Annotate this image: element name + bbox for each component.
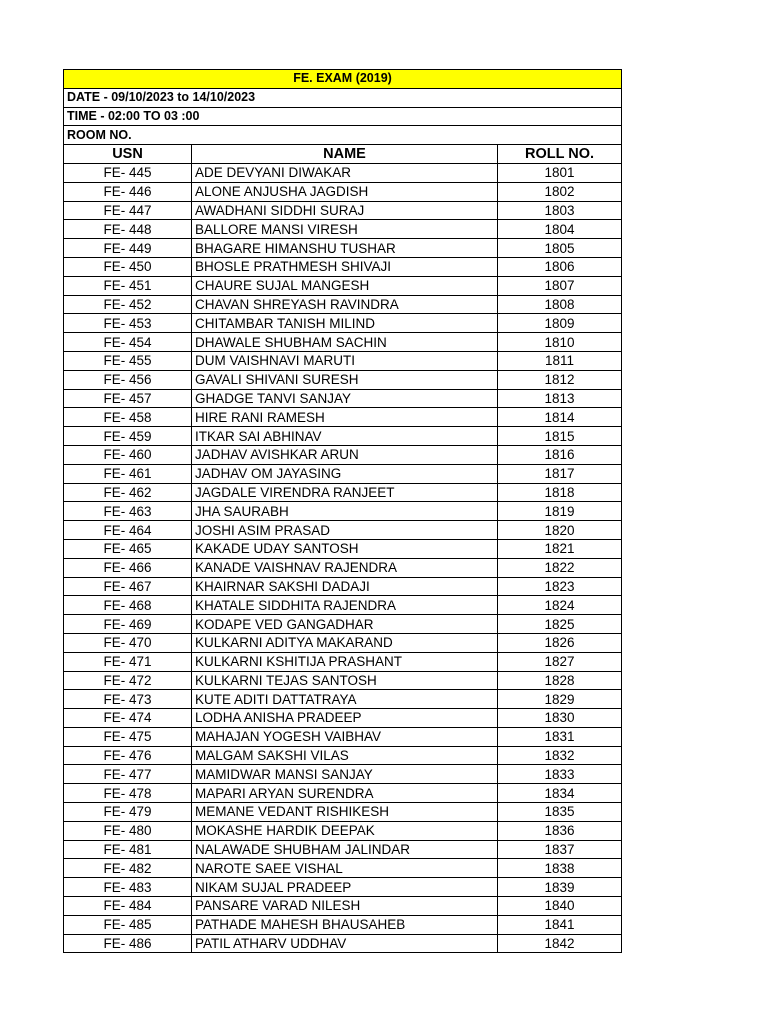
name-cell: NIKAM SUJAL PRADEEP bbox=[192, 878, 498, 897]
roll-number-cell: 1805 bbox=[498, 239, 622, 258]
roll-number-cell: 1812 bbox=[498, 370, 622, 389]
roll-number-cell: 1826 bbox=[498, 633, 622, 652]
name-cell: PANSARE VARAD NILESH bbox=[192, 897, 498, 916]
roll-number-cell: 1821 bbox=[498, 539, 622, 558]
roll-number-cell: 1818 bbox=[498, 483, 622, 502]
roll-number-cell: 1814 bbox=[498, 408, 622, 427]
table-row bbox=[64, 934, 622, 953]
usn-cell: FE- 472 bbox=[64, 671, 192, 690]
name-cell: KODAPE VED GANGADHAR bbox=[192, 615, 498, 634]
roll-number-cell: 1838 bbox=[498, 859, 622, 878]
room-row bbox=[64, 126, 622, 145]
name-cell: JHA SAURABH bbox=[192, 502, 498, 521]
usn-cell: FE- 450 bbox=[64, 257, 192, 276]
table-row bbox=[64, 897, 622, 916]
usn-cell: FE- 473 bbox=[64, 690, 192, 709]
table-row bbox=[64, 295, 622, 314]
usn-cell: FE- 481 bbox=[64, 840, 192, 859]
name-cell: MALGAM SAKSHI VILAS bbox=[192, 746, 498, 765]
name-cell: KUTE ADITI DATTATRAYA bbox=[192, 690, 498, 709]
usn-cell: FE- 446 bbox=[64, 182, 192, 201]
name-cell: KULKARNI ADITYA MAKARAND bbox=[192, 633, 498, 652]
name-cell: HIRE RANI RAMESH bbox=[192, 408, 498, 427]
usn-cell: FE- 457 bbox=[64, 389, 192, 408]
usn-cell: FE- 466 bbox=[64, 558, 192, 577]
name-cell: BALLORE MANSI VIRESH bbox=[192, 220, 498, 239]
roll-number-cell: 1832 bbox=[498, 746, 622, 765]
usn-cell: FE- 474 bbox=[64, 709, 192, 728]
usn-cell: FE- 453 bbox=[64, 314, 192, 333]
roll-number-cell: 1807 bbox=[498, 276, 622, 295]
name-cell: ADE DEVYANI DIWAKAR bbox=[192, 163, 498, 182]
usn-cell: FE- 485 bbox=[64, 915, 192, 934]
table-row bbox=[64, 709, 622, 728]
usn-cell: FE- 480 bbox=[64, 821, 192, 840]
usn-cell: FE- 469 bbox=[64, 615, 192, 634]
table-row bbox=[64, 878, 622, 897]
table-row bbox=[64, 445, 622, 464]
name-cell: KAKADE UDAY SANTOSH bbox=[192, 539, 498, 558]
roll-number-cell: 1822 bbox=[498, 558, 622, 577]
usn-column-header: USN bbox=[64, 145, 192, 164]
roll-number-cell: 1802 bbox=[498, 182, 622, 201]
roll-number-cell: 1835 bbox=[498, 803, 622, 822]
table-row bbox=[64, 427, 622, 446]
table-body bbox=[64, 70, 622, 953]
name-cell: NAROTE SAEE VISHAL bbox=[192, 859, 498, 878]
usn-cell: FE- 461 bbox=[64, 464, 192, 483]
roll-number-cell: 1803 bbox=[498, 201, 622, 220]
name-column-header: NAME bbox=[192, 145, 498, 164]
table-row bbox=[64, 633, 622, 652]
name-cell: PATIL ATHARV UDDHAV bbox=[192, 934, 498, 953]
table-row bbox=[64, 163, 622, 182]
name-cell: CHAURE SUJAL MANGESH bbox=[192, 276, 498, 295]
table-row bbox=[64, 803, 622, 822]
table-row bbox=[64, 577, 622, 596]
name-cell: JADHAV AVISHKAR ARUN bbox=[192, 445, 498, 464]
usn-cell: FE- 463 bbox=[64, 502, 192, 521]
name-cell: AWADHANI SIDDHI SURAJ bbox=[192, 201, 498, 220]
roll-number-cell: 1809 bbox=[498, 314, 622, 333]
name-cell: ITKAR SAI ABHINAV bbox=[192, 427, 498, 446]
roll-number-cell: 1830 bbox=[498, 709, 622, 728]
name-cell: KHATALE SIDDHITA RAJENDRA bbox=[192, 596, 498, 615]
usn-cell: FE- 484 bbox=[64, 897, 192, 916]
roll-number-cell: 1825 bbox=[498, 615, 622, 634]
roll-number-cell: 1836 bbox=[498, 821, 622, 840]
roll-number-cell: 1819 bbox=[498, 502, 622, 521]
name-cell: KULKARNI KSHITIJA PRASHANT bbox=[192, 652, 498, 671]
table-row bbox=[64, 314, 622, 333]
table-row bbox=[64, 464, 622, 483]
roll-number-cell: 1827 bbox=[498, 652, 622, 671]
name-cell: ALONE ANJUSHA JAGDISH bbox=[192, 182, 498, 201]
exam-date: DATE - 09/10/2023 to 14/10/2023 bbox=[64, 88, 622, 107]
roll-number-cell: 1823 bbox=[498, 577, 622, 596]
name-cell: JADHAV OM JAYASING bbox=[192, 464, 498, 483]
table-row bbox=[64, 370, 622, 389]
name-cell: BHAGARE HIMANSHU TUSHAR bbox=[192, 239, 498, 258]
roll-number-cell: 1829 bbox=[498, 690, 622, 709]
roll-number-cell: 1816 bbox=[498, 445, 622, 464]
name-cell: MAMIDWAR MANSI SANJAY bbox=[192, 765, 498, 784]
table-row bbox=[64, 915, 622, 934]
table-row bbox=[64, 351, 622, 370]
table-row bbox=[64, 652, 622, 671]
name-cell: CHAVAN SHREYASH RAVINDRA bbox=[192, 295, 498, 314]
usn-cell: FE- 448 bbox=[64, 220, 192, 239]
name-cell: MAPARI ARYAN SURENDRA bbox=[192, 784, 498, 803]
usn-cell: FE- 467 bbox=[64, 577, 192, 596]
table-row bbox=[64, 257, 622, 276]
roll-number-cell: 1824 bbox=[498, 596, 622, 615]
table-row bbox=[64, 690, 622, 709]
table-row bbox=[64, 408, 622, 427]
usn-cell: FE- 470 bbox=[64, 633, 192, 652]
table-row bbox=[64, 201, 622, 220]
usn-cell: FE- 477 bbox=[64, 765, 192, 784]
usn-cell: FE- 462 bbox=[64, 483, 192, 502]
exam-seating-table bbox=[63, 69, 622, 953]
room-number: ROOM NO. bbox=[64, 126, 622, 145]
usn-cell: FE- 454 bbox=[64, 333, 192, 352]
usn-cell: FE- 445 bbox=[64, 163, 192, 182]
table-row bbox=[64, 784, 622, 803]
exam-time: TIME - 02:00 TO 03 :00 bbox=[64, 107, 622, 126]
name-cell: MEMANE VEDANT RISHIKESH bbox=[192, 803, 498, 822]
roll-number-cell: 1808 bbox=[498, 295, 622, 314]
name-cell: CHITAMBAR TANISH MILIND bbox=[192, 314, 498, 333]
usn-cell: FE- 460 bbox=[64, 445, 192, 464]
usn-cell: FE- 482 bbox=[64, 859, 192, 878]
table-row bbox=[64, 859, 622, 878]
usn-cell: FE- 478 bbox=[64, 784, 192, 803]
usn-cell: FE- 449 bbox=[64, 239, 192, 258]
usn-cell: FE- 456 bbox=[64, 370, 192, 389]
table-row bbox=[64, 821, 622, 840]
roll-number-cell: 1833 bbox=[498, 765, 622, 784]
usn-cell: FE- 471 bbox=[64, 652, 192, 671]
roll-number-cell: 1810 bbox=[498, 333, 622, 352]
roll-number-cell: 1837 bbox=[498, 840, 622, 859]
name-cell: JAGDALE VIRENDRA RANJEET bbox=[192, 483, 498, 502]
roll-number-cell: 1813 bbox=[498, 389, 622, 408]
usn-cell: FE- 483 bbox=[64, 878, 192, 897]
roll-number-cell: 1840 bbox=[498, 897, 622, 916]
table-row bbox=[64, 333, 622, 352]
roll-number-cell: 1839 bbox=[498, 878, 622, 897]
table-row bbox=[64, 239, 622, 258]
name-cell: BHOSLE PRATHMESH SHIVAJI bbox=[192, 257, 498, 276]
usn-cell: FE- 459 bbox=[64, 427, 192, 446]
table-row bbox=[64, 276, 622, 295]
title-row bbox=[64, 70, 622, 89]
table-row bbox=[64, 483, 622, 502]
table-row bbox=[64, 840, 622, 859]
table-row bbox=[64, 502, 622, 521]
usn-cell: FE- 475 bbox=[64, 727, 192, 746]
usn-cell: FE- 451 bbox=[64, 276, 192, 295]
roll-number-cell: 1831 bbox=[498, 727, 622, 746]
table-row bbox=[64, 521, 622, 540]
roll-number-cell: 1841 bbox=[498, 915, 622, 934]
table-row bbox=[64, 539, 622, 558]
name-cell: GHADGE TANVI SANJAY bbox=[192, 389, 498, 408]
roll-number-cell: 1815 bbox=[498, 427, 622, 446]
usn-cell: FE- 468 bbox=[64, 596, 192, 615]
usn-cell: FE- 465 bbox=[64, 539, 192, 558]
table-row bbox=[64, 765, 622, 784]
table-row bbox=[64, 615, 622, 634]
name-cell: KULKARNI TEJAS SANTOSH bbox=[192, 671, 498, 690]
table-row bbox=[64, 389, 622, 408]
name-cell: JOSHI ASIM PRASAD bbox=[192, 521, 498, 540]
table-row bbox=[64, 558, 622, 577]
table-row bbox=[64, 182, 622, 201]
roll-number-cell: 1811 bbox=[498, 351, 622, 370]
exam-title: FE. EXAM (2019) bbox=[64, 70, 622, 89]
name-cell: NALAWADE SHUBHAM JALINDAR bbox=[192, 840, 498, 859]
usn-cell: FE- 464 bbox=[64, 521, 192, 540]
usn-cell: FE- 479 bbox=[64, 803, 192, 822]
roll-number-cell: 1842 bbox=[498, 934, 622, 953]
usn-cell: FE- 447 bbox=[64, 201, 192, 220]
usn-cell: FE- 452 bbox=[64, 295, 192, 314]
usn-cell: FE- 455 bbox=[64, 351, 192, 370]
usn-cell: FE- 476 bbox=[64, 746, 192, 765]
roll-number-cell: 1804 bbox=[498, 220, 622, 239]
roll-number-cell: 1817 bbox=[498, 464, 622, 483]
name-cell: DHAWALE SHUBHAM SACHIN bbox=[192, 333, 498, 352]
roll-number-cell: 1801 bbox=[498, 163, 622, 182]
roll-number-cell: 1806 bbox=[498, 257, 622, 276]
table-row bbox=[64, 596, 622, 615]
name-cell: GAVALI SHIVANI SURESH bbox=[192, 370, 498, 389]
usn-cell: FE- 486 bbox=[64, 934, 192, 953]
date-row bbox=[64, 88, 622, 107]
name-cell: KHAIRNAR SAKSHI DADAJI bbox=[192, 577, 498, 596]
column-header-row bbox=[64, 145, 622, 164]
table-row bbox=[64, 746, 622, 765]
name-cell: MOKASHE HARDIK DEEPAK bbox=[192, 821, 498, 840]
time-row bbox=[64, 107, 622, 126]
name-cell: DUM VAISHNAVI MARUTI bbox=[192, 351, 498, 370]
roll-number-cell: 1820 bbox=[498, 521, 622, 540]
roll-number-cell: 1828 bbox=[498, 671, 622, 690]
name-cell: KANADE VAISHNAV RAJENDRA bbox=[192, 558, 498, 577]
usn-cell: FE- 458 bbox=[64, 408, 192, 427]
name-cell: PATHADE MAHESH BHAUSAHEB bbox=[192, 915, 498, 934]
roll-column-header: ROLL NO. bbox=[498, 145, 622, 164]
roll-number-cell: 1834 bbox=[498, 784, 622, 803]
table-row bbox=[64, 220, 622, 239]
name-cell: LODHA ANISHA PRADEEP bbox=[192, 709, 498, 728]
name-cell: MAHAJAN YOGESH VAIBHAV bbox=[192, 727, 498, 746]
table-row bbox=[64, 671, 622, 690]
table-row bbox=[64, 727, 622, 746]
